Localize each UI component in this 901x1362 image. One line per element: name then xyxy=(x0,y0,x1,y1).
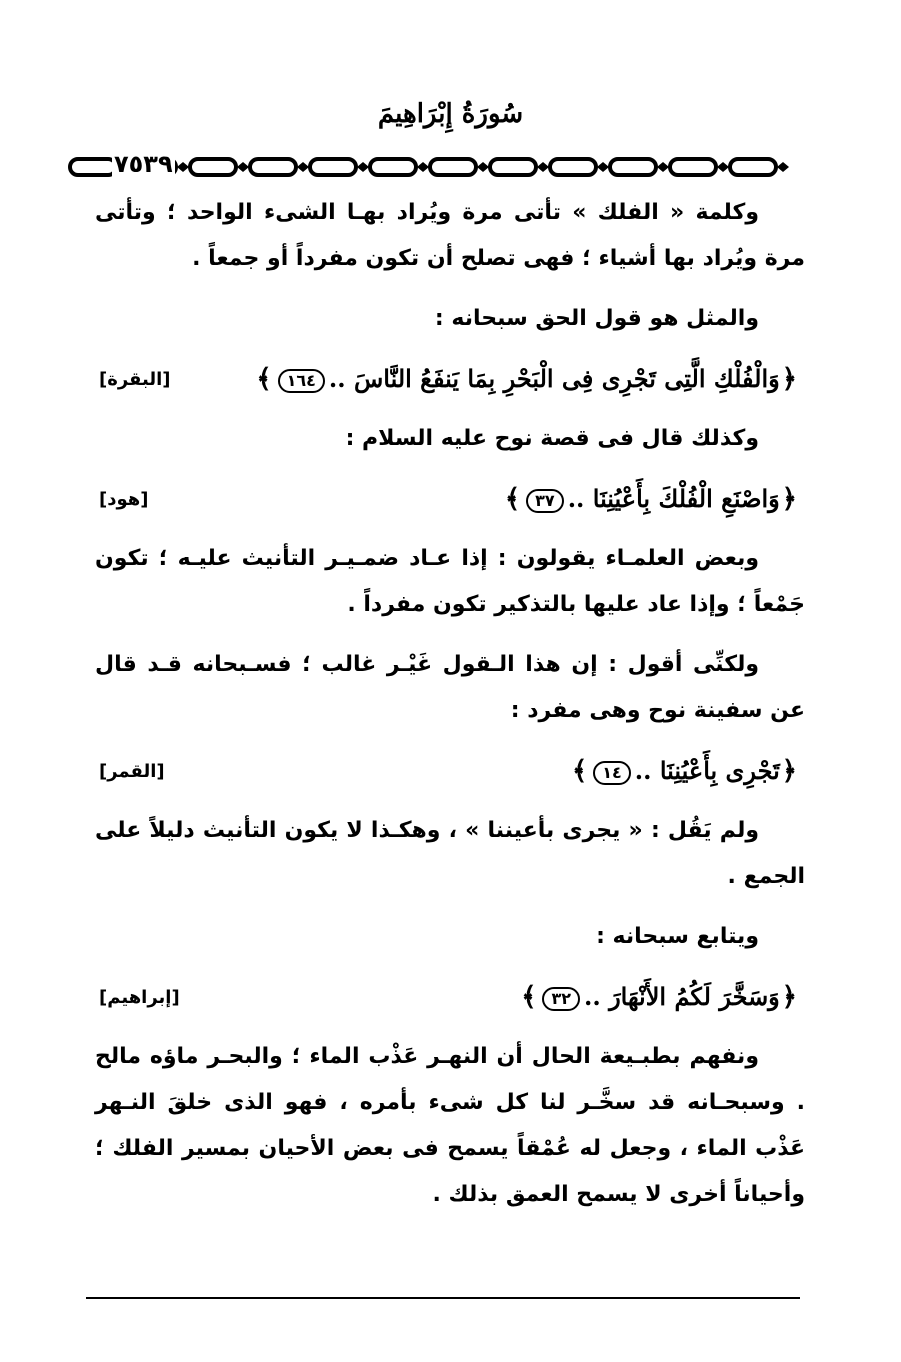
ornate-close-bracket: ﴾ xyxy=(504,484,521,514)
ornate-open-bracket: ﴿ xyxy=(781,982,797,1012)
chain-diamond xyxy=(177,162,189,172)
chain-link xyxy=(370,159,416,175)
chain-diamond xyxy=(357,162,369,172)
chain-diamond xyxy=(597,162,609,172)
chain-diamond xyxy=(777,162,789,172)
ayah-number-badge: ١٤ xyxy=(593,761,631,785)
chain-link xyxy=(610,159,656,175)
surah-reference: [البقرة] xyxy=(99,368,171,390)
chain-link xyxy=(550,159,596,175)
chain-link xyxy=(490,159,536,175)
paragraph-author-view: ولكنِّى أقول : إن هذا الـقول غَيْـر غالب ؛ فسـبحانه قـد قال عن سفينة نوح وهى مفرد : xyxy=(95,652,805,723)
ornate-open-bracket: ﴿ xyxy=(781,484,797,514)
quran-verse xyxy=(254,356,799,402)
verse-row-hud xyxy=(95,476,805,522)
footer-divider xyxy=(86,1297,800,1299)
verse-text: وَسَخَّرَ لَكُمُ الأَنْهَارَ .. xyxy=(584,982,780,1011)
chain-link xyxy=(730,159,776,175)
decorative-chain-border xyxy=(68,152,834,182)
chain-diamond xyxy=(477,162,489,172)
ayah-number-badge: ٣٢ xyxy=(542,987,580,1011)
chain-diamond xyxy=(417,162,429,172)
page-body xyxy=(95,190,805,1232)
ayah-number-badge: ٣٧ xyxy=(526,489,564,513)
ornate-close-bracket: ﴾ xyxy=(572,756,588,786)
surah-title: سُورَةُ إِبْرَاهِيمَ xyxy=(377,99,524,129)
ornate-open-bracket: ﴿ xyxy=(781,364,797,394)
ornate-open-bracket: ﴿ xyxy=(781,756,797,786)
paragraph-nuh-story: وكذلك قال فى قصة نوح عليه السلام : xyxy=(345,426,759,451)
chain-diamond xyxy=(297,162,309,172)
ornate-close-bracket: ﴾ xyxy=(521,982,537,1012)
chain-link xyxy=(310,159,356,175)
chain-diamond xyxy=(717,162,729,172)
quran-verse xyxy=(570,748,799,794)
surah-reference: [هود] xyxy=(99,488,149,510)
ayah-number-badge: ١٦٤ xyxy=(278,369,325,393)
ornate-close-bracket: ﴾ xyxy=(256,364,272,394)
page-number: ٧٥٣٩ xyxy=(114,150,173,178)
chain-diamond xyxy=(237,162,249,172)
paragraph-continues: ويتابع سبحانه : xyxy=(596,924,759,949)
verse-text: وَالْفُلْكِ الَّتِى تَجْرِى فِى الْبَحْرِ بِمَا يَنفَعُ النَّاسَ .. xyxy=(328,364,780,393)
chain-diamond xyxy=(657,162,669,172)
paragraph-not-plural: ولم يَقُل : « يجرى بأعيننا » ، وهكـذا لا يكون التأنيث دليلاً على الجمع . xyxy=(95,818,805,889)
chain-link xyxy=(670,159,716,175)
quran-verse xyxy=(503,476,799,522)
chain-diamond xyxy=(537,162,549,172)
surah-reference: [إبراهيم] xyxy=(99,986,180,1008)
paragraph-rivers: ونفهم بطبـيعة الحال أن النهـر عَذْب الماء ؛ والبحـر ماؤه مالح . وسبحـانه قد سخَّـر لنا كل شىء بأمره ، فهو الذى خلقَ النـهر عَذْب الماء ، وجعل له عُمْقاً يسمح فى بعض الأحيان بمسير الفلك ؛ وأحياناً أخرى لا يسمح العمق بذلك . xyxy=(95,1044,805,1207)
verse-row-ibrahim xyxy=(95,974,805,1020)
paragraph-example: والمثل هو قول الحق سبحانه : xyxy=(434,306,759,331)
chain-link xyxy=(190,159,236,175)
quran-verse xyxy=(519,974,799,1020)
chain-link xyxy=(70,159,116,175)
verse-text: تَجْرِى بِأَعْيُنِنَا .. xyxy=(634,756,780,785)
surah-reference: [القمر] xyxy=(99,760,165,782)
paragraph-intro: وكلمة « الفلك » تأتى مرة ويُراد بهـا الشىء الواحد ؛ وتأتى مرة ويُراد بها أشياء ؛ فهى تصلح أن تكون مفرداً أو جمعاً . xyxy=(95,200,805,271)
paragraph-scholars: وبعض العلمـاء يقولون : إذا عـاد ضمـيـر التأنيث عليـه ؛ تكون جَمْعاً ؛ وإذا عاد عليها بالتذكير تكون مفرداً . xyxy=(95,546,805,617)
verse-row-qamar xyxy=(95,748,805,794)
verse-text: وَاصْنَعِ الْفُلْكَ بِأَعْيُنِنَا .. xyxy=(567,484,780,513)
verse-row-baqarah xyxy=(95,356,805,402)
chain-link xyxy=(430,159,476,175)
chain-link xyxy=(250,159,296,175)
